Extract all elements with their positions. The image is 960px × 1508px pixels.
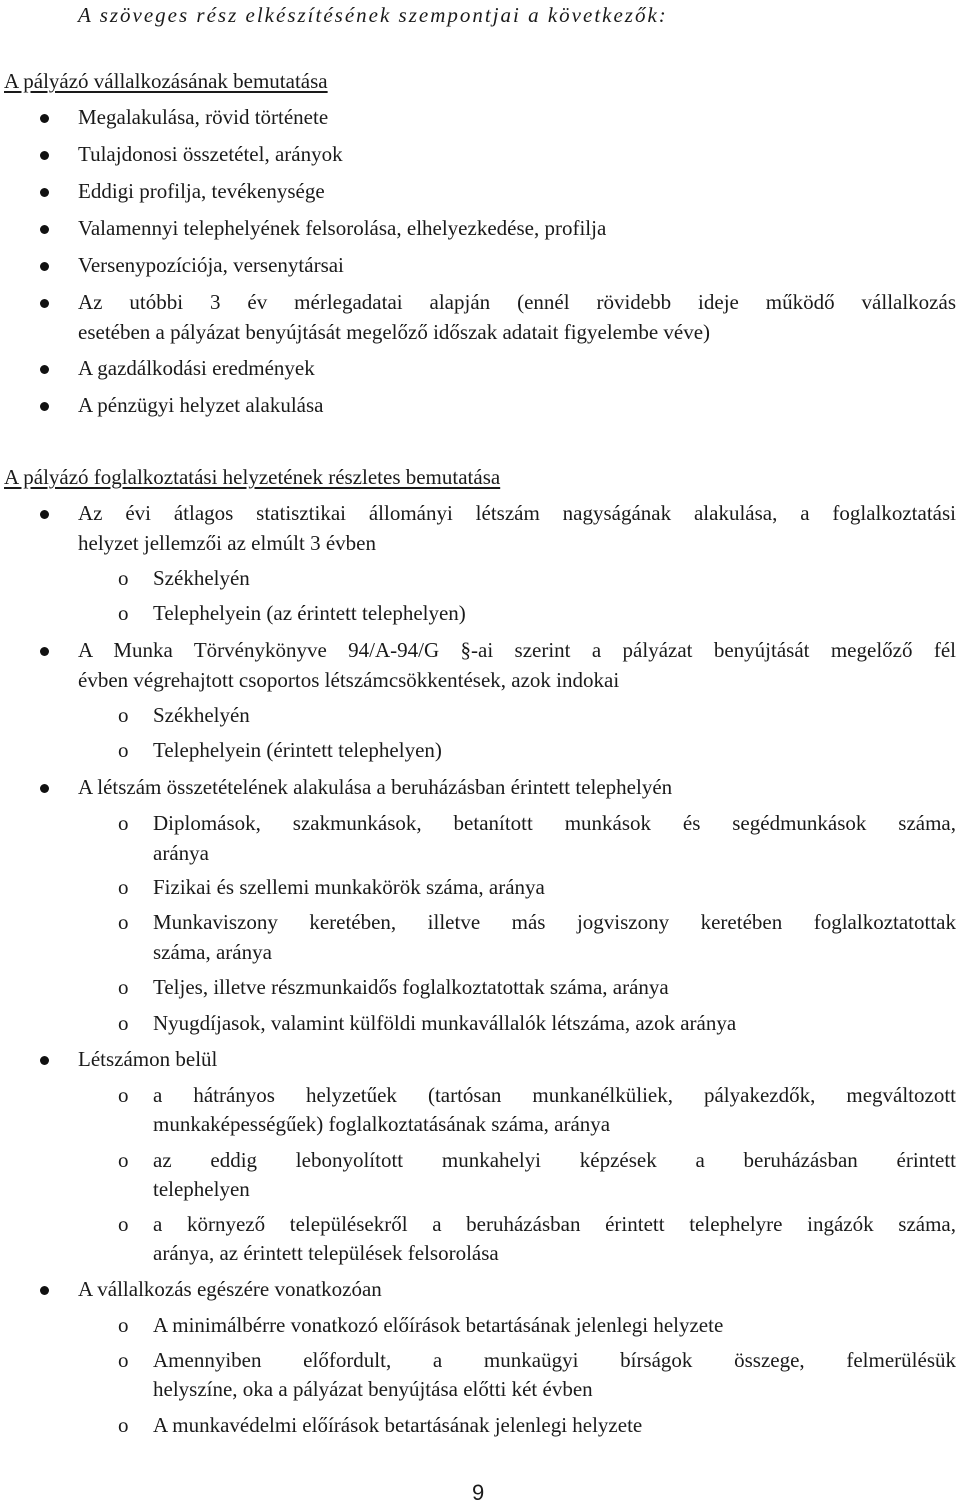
list-item: Az utóbbi 3 év mérlegadatai alapján (ennél rövidebb ideje működő vállalkozás xyxy=(78,290,956,314)
bullet-icon xyxy=(40,299,49,308)
circle-bullet-icon: o xyxy=(118,1083,129,1107)
sub-item: Amennyiben előfordult, a munkaügyi bírságok összege, felmerülésük xyxy=(153,1348,956,1372)
section-title-company: A pályázó vállalkozásának bemutatása xyxy=(4,69,328,93)
bullet-icon xyxy=(40,1286,49,1295)
sub-item-continuation: aránya xyxy=(153,841,209,865)
bullet-icon xyxy=(40,647,49,656)
bullet-icon xyxy=(40,402,49,411)
sub-item-continuation: aránya, az érintett települések felsorolása xyxy=(153,1241,499,1265)
sub-item: Nyugdíjasok, valamint külföldi munkavállalók létszáma, azok aránya xyxy=(153,1011,737,1035)
circle-bullet-icon: o xyxy=(118,1212,129,1236)
circle-bullet-icon: o xyxy=(118,566,129,590)
circle-bullet-icon: o xyxy=(118,601,129,625)
page-heading: A szöveges rész elkészítésének szempontjai a következők: xyxy=(78,3,668,27)
sub-item: a hátrányos helyzetűek (tartósan munkanélküliek, pályakezdők, megváltozott xyxy=(153,1083,956,1107)
sub-item: Székhelyén xyxy=(153,566,250,590)
sub-item: Telephelyein (az érintett telephelyen) xyxy=(153,601,466,625)
bullet-icon xyxy=(40,510,49,519)
sub-item: Telephelyein (érintett telephelyen) xyxy=(153,738,442,762)
bullet-icon xyxy=(40,1056,49,1065)
list-item: A létszám összetételének alakulása a beruházásban érintett telephelyén xyxy=(78,775,673,799)
list-item-continuation: esetében a pályázat benyújtását megelőző időszak adatait figyelembe véve) xyxy=(78,320,711,344)
circle-bullet-icon: o xyxy=(118,1148,129,1172)
bullet-icon xyxy=(40,262,49,271)
section-title-employment: A pályázó foglalkoztatási helyzetének részletes bemutatása xyxy=(4,465,501,489)
list-item: Megalakulása, rövid története xyxy=(78,105,329,129)
sub-item-continuation: telephelyen xyxy=(153,1177,250,1201)
circle-bullet-icon: o xyxy=(118,975,129,999)
bullet-icon xyxy=(40,151,49,160)
sub-item: a környező településekről a beruházásban érintett telephelyre ingázók száma, xyxy=(153,1212,956,1236)
sub-item: Teljes, illetve részmunkaidős foglalkoztatottak száma, aránya xyxy=(153,975,669,999)
sub-item: az eddig lebonyolított munkahelyi képzések a beruházásban érintett xyxy=(153,1148,956,1172)
circle-bullet-icon: o xyxy=(118,1413,129,1437)
page-number: 9 xyxy=(472,1480,485,1505)
list-item-continuation: helyzet jellemzői az elmúlt 3 évben xyxy=(78,531,376,555)
list-item: Az évi átlagos statisztikai állományi létszám nagyságának alakulása, a foglalkoztatási xyxy=(78,501,956,525)
list-item: A vállalkozás egészére vonatkozóan xyxy=(78,1277,382,1301)
list-item-continuation: évben végrehajtott csoportos létszámcsökkentések, azok indokai xyxy=(78,668,620,692)
circle-bullet-icon: o xyxy=(118,1011,129,1035)
sub-item-continuation: száma, aránya xyxy=(153,940,272,964)
bullet-icon xyxy=(40,188,49,197)
circle-bullet-icon: o xyxy=(118,875,129,899)
circle-bullet-icon: o xyxy=(118,1313,129,1337)
list-item: Valamennyi telephelyének felsorolása, elhelyezkedése, profilja xyxy=(78,216,607,240)
bullet-icon xyxy=(40,365,49,374)
sub-item-continuation: helyszíne, oka a pályázat benyújtása előtti két évben xyxy=(153,1377,593,1401)
circle-bullet-icon: o xyxy=(118,1348,129,1372)
sub-item-continuation: munkaképességűek) foglalkoztatásának száma, aránya xyxy=(153,1112,611,1136)
list-item: A gazdálkodási eredmények xyxy=(78,356,315,380)
circle-bullet-icon: o xyxy=(118,910,129,934)
list-item: Eddigi profilja, tevékenysége xyxy=(78,179,325,203)
list-item: Versenypozíciója, versenytársai xyxy=(78,253,344,277)
bullet-icon xyxy=(40,225,49,234)
sub-item: A minimálbérre vonatkozó előírások betartásának jelenlegi helyzete xyxy=(153,1313,724,1337)
list-item: A pénzügyi helyzet alakulása xyxy=(78,393,324,417)
sub-item: Munkaviszony keretében, illetve más jogviszony keretében foglalkoztatottak xyxy=(153,910,956,934)
list-item: Tulajdonosi összetétel, arányok xyxy=(78,142,343,166)
sub-item: Székhelyén xyxy=(153,703,250,727)
circle-bullet-icon: o xyxy=(118,811,129,835)
circle-bullet-icon: o xyxy=(118,738,129,762)
sub-item: Fizikai és szellemi munkakörök száma, aránya xyxy=(153,875,545,899)
sub-item: Diplomások, szakmunkások, betanított munkások és segédmunkások száma, xyxy=(153,811,956,835)
sub-item: A munkavédelmi előírások betartásának jelenlegi helyzete xyxy=(153,1413,643,1437)
bullet-icon xyxy=(40,114,49,123)
circle-bullet-icon: o xyxy=(118,703,129,727)
bullet-icon xyxy=(40,784,49,793)
list-item: A Munka Törvénykönyve 94/A-94/G §-ai szerint a pályázat benyújtását megelőző fél xyxy=(78,638,956,662)
list-item: Létszámon belül xyxy=(78,1047,218,1071)
